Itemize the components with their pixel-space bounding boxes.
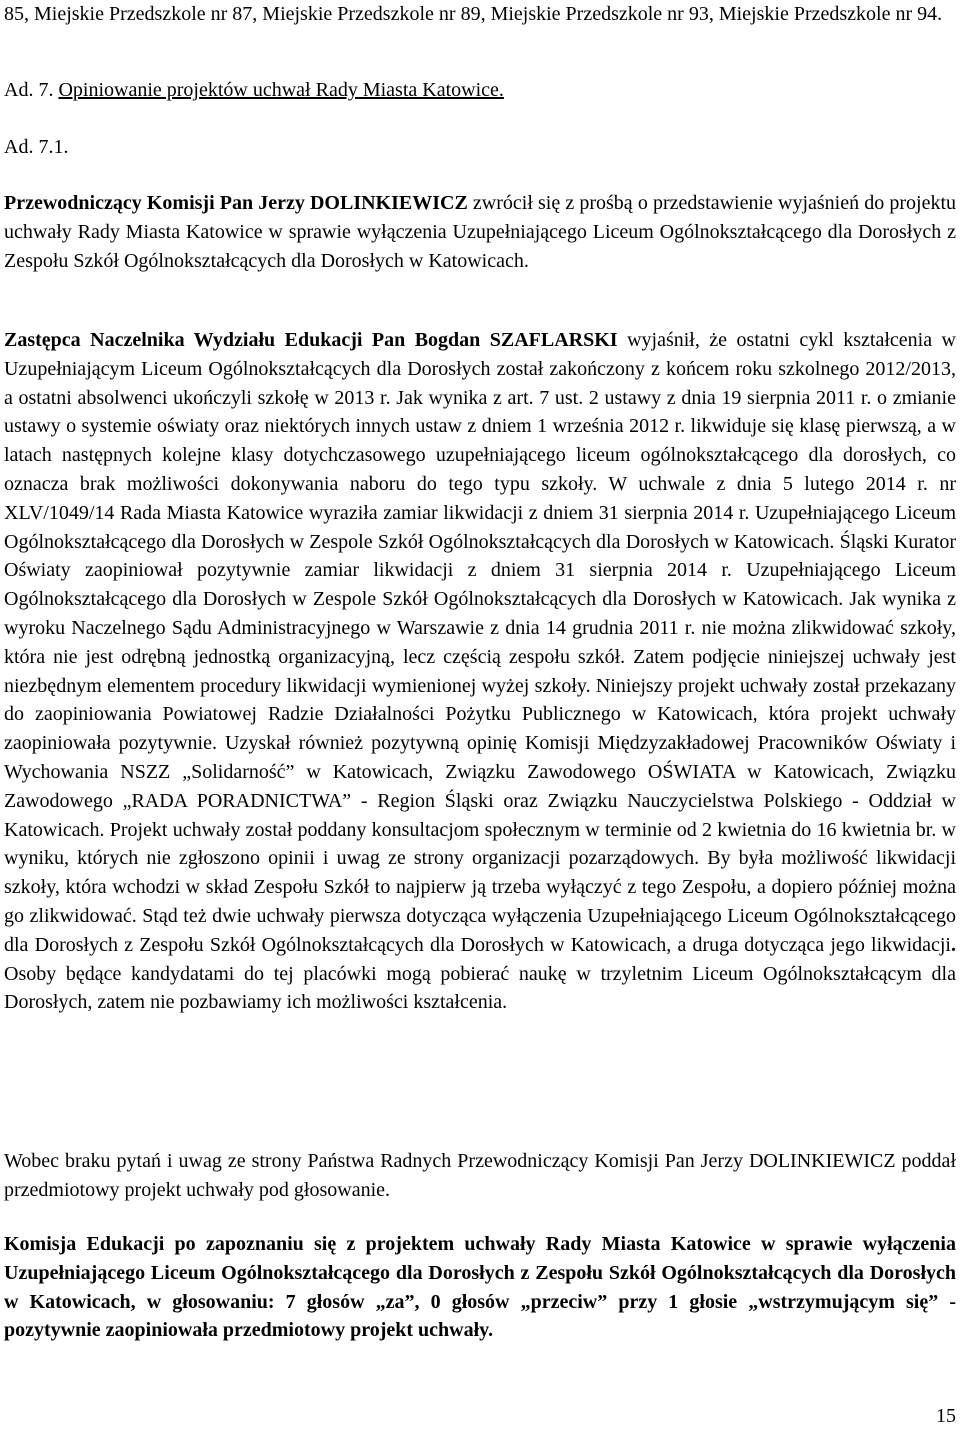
section-title: Opiniowanie projektów uchwał Rady Miasta Katowice. — [58, 79, 504, 101]
subsection-heading-ad71: Ad. 7.1. — [4, 136, 69, 158]
paragraph-text: zwrócił się z prośbą o przedstawienie wyjaśnień do projektu uchwały Rady Miasta Katowice w sprawie wyłączenia Uzupełniającego Liceum Ogólnokształcącego dla Dorosłych z Zespołu Szkół Ogólnokształcących dla Dorosłych w Katowicach. — [4, 192, 957, 272]
vote-call-paragraph: Wobec braku pytań i uwag ze strony Państwa Radnych Przewodniczący Komisji Pan Jerzy DOLINKIEWICZ poddał przedmiotowy projekt uchwały pod głosowanie. — [4, 1150, 956, 1201]
bold-period: . — [951, 933, 956, 956]
speaker-name: Przewodniczący Komisji Pan Jerzy DOLINKIEWICZ — [4, 192, 468, 214]
paragraph-text-continued: Osoby będące kandydatami do tej placówki mogą pobierać naukę w trzyletnim Liceum Ogólnokształcącym dla Dorosłych, zatem nie pozbawiamy ich możliwości kształcenia. — [4, 962, 956, 1014]
section-number: Ad. 7. — [4, 79, 59, 101]
intro-paragraph: 85, Miejskie Przedszkole nr 87, Miejskie Przedszkole nr 89, Miejskie Przedszkole nr 93, Miejskie Przedszkole nr 94. — [4, 3, 943, 25]
document-page — [4, 0, 956, 1440]
page-number: 15 — [936, 1405, 956, 1427]
deputy-paragraph — [4, 326, 956, 1017]
paragraph-text: wyjaśnił, że ostatni cykl kształcenia w Uzupełniającym Liceum Ogólnokształcących dla Dorosłych został zakończony z końcem roku szkolnego 2012/2013, a ostatni absolwenci ukończyli szkołę w 2013 r. Jak wynika z art. 7 ust. 2 ustawy z dnia 19 sierpnia 2011 r. o zmianie ustawy o systemie oświaty oraz niektórych innych ustaw z dniem 1 września 2012 r. likwiduje się klasę pierwszą, a w latach następnych kolejne klasy dotychczasowego uzupełniającego liceum ogólnokształcącego dla dorosłych, co oznacza brak możliwości dokonywania naboru do tego typu szkoły. W uchwale z dnia 5 lutego 2014 r. nr XLV/1049/14 Rada Miasta Katowice wyraziła zamiar likwidacji z dniem 31 sierpnia 2014 r. Uzupełniającego Liceum Ogólnokształcącego dla Dorosłych w Zespole Szkół Ogólnokształcących dla Dorosłych w Katowicach. Śląski Kurator Oświaty zaopiniował pozytywnie zamiar likwidacji z dniem 31 sierpnia 2014 r. Uzupełniającego Liceum Ogólnokształcącego dla Dorosłych w Zespole Szkół Ogólnokształcących dla Dorosłych w Katowicach. Jak wynika z wyroku Naczelnego Sądu Administracyjnego w Warszawie z dnia 14 grudnia 2011 r. nie można zlikwidować szkoły, która nie jest odrębną jednostką organizacyjną, lecz częścią zespołu szkół. Zatem podjęcie niniejszej uchwały jest niezbędnym elementem procedury likwidacji wymienionej wyżej szkoły. Niniejszy projekt uchwały został przekazany do zaopiniowania Powiatowej Radzie Działalności Pożytku Publicznego w Katowicach, która projekt uchwały zaopiniowała pozytywnie. Uzyskał również pozytywną opinię Komisji Międzyzakładowej Pracowników Oświaty i Wychowania NSZZ „Solidarność” w Katowicach, Związku Zawodowego OŚWIATA w Katowicach, Związku Zawodowego „RADA PORADNICTWA” - Region Śląski oraz Związku Nauczycielstwa Polskiego - Oddział w Katowicach. Projekt uchwały został poddany konsultacjom społecznym w terminie od 2 kwietnia do 16 kwietnia br. w wyniku, których nie zgłoszono opinii i uwag ze strony organizacji pozarządowych. By była możliwość likwidacji szkoły, która wchodzi w skład Zespołu Szkół to najpierw ją trzeba wyłączyć z tego Zespołu, a dopiero później można go zlikwidować. Stąd też dwie uchwały pierwsza dotycząca wyłączenia Uzupełniającego Liceum Ogólnokształcącego dla Dorosłych z Zespołu Szkół Ogólnokształcących dla Dorosłych w Katowicach, a druga dotycząca jego likwidacji — [4, 329, 956, 956]
section-heading-ad7 — [4, 76, 956, 105]
speaker-name: Zastępca Naczelnika Wydziału Edukacji Pan Bogdan SZAFLARSKI — [4, 329, 618, 351]
chair-paragraph — [4, 189, 956, 275]
resolution-result-paragraph: Komisja Edukacji po zapoznaniu się z projektem uchwały Rady Miasta Katowice w sprawie wyłączenia Uzupełniającego Liceum Ogólnokształcącego dla Dorosłych z Zespołu Szkół Ogólnokształcących dla Dorosłych w Katowicach, w głosowaniu: 7 głosów „za”, 0 głosów „przeciw” przy 1 głosie „wstrzymującym się” - pozytywnie zaopiniowała przedmiotowy projekt uchwały. — [4, 1233, 956, 1342]
